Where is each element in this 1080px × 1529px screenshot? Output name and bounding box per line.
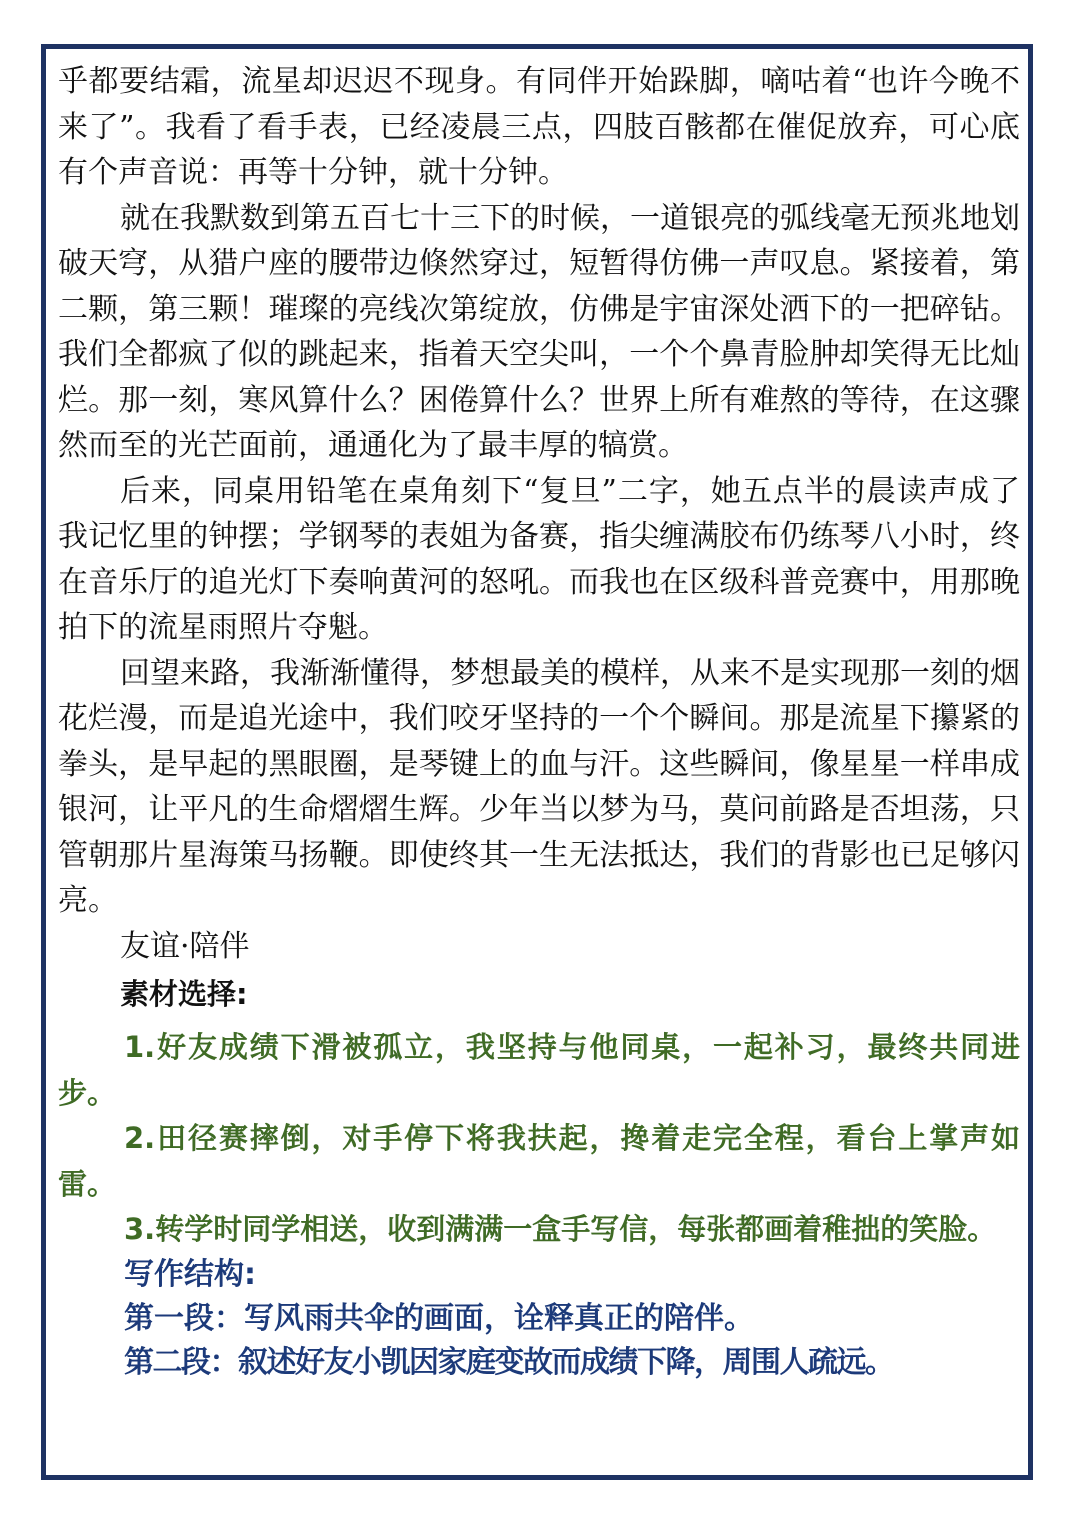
structure-section bbox=[58, 1253, 1020, 1385]
material-item-1: 1.好友成绩下滑被孤立，我坚持与他同桌，一起补习，最终共同进步。 bbox=[58, 1030, 1020, 1110]
structure-line-2: 第二段：叙述好友小凯因家庭变故而成绩下降，周围人疏远。 bbox=[124, 1344, 894, 1380]
essay-paragraph-1: 乎都要结霜，流星却迟迟不现身。有同伴开始跺脚，嘀咕着“也许今晚不来了”。我看了看手表，已经凌晨三点，四肢百骸都在催促放弃，可心底有个声音说：再等十分钟，就十分钟。 bbox=[58, 64, 1020, 190]
material-item-3: 3.转学时同学相送，收到满满一盒手写信，每张都画着稚拙的笑脸。 bbox=[124, 1212, 997, 1246]
structure-line-1: 第一段：写风雨共伞的画面，诠释真正的陪伴。 bbox=[124, 1300, 754, 1336]
material-item-2: 2.田径赛摔倒，对手停下将我扶起，搀着走完全程，看台上掌声如雷。 bbox=[58, 1121, 1020, 1201]
page-frame bbox=[41, 44, 1033, 1480]
structure-heading: 写作结构: bbox=[124, 1256, 256, 1292]
materials-heading: 素材选择: bbox=[120, 977, 248, 1011]
essay-paragraph-2: 就在我默数到第五百七十三下的时候，一道银亮的弧线毫无预兆地划破天穹，从猎户座的腰带边倏然穿过，短暂得仿佛一声叹息。紧接着，第二颗，第三颗！璀璨的亮线次第绽放，仿佛是宇宙深处洒下的一把碎钻。我们全都疯了似的跳起来，指着天空尖叫，一个个鼻青脸肿却笑得无比灿烂。那一刻，寒风算什么？困倦算什么？世界上所有难熬的等待，在这骤然而至的光芒面前，通通化为了最丰厚的犒赏。 bbox=[58, 200, 1020, 463]
essay-paragraph-3: 后来，同桌用铅笔在桌角刻下“复旦”二字，她五点半的晨读声成了我记忆里的钟摆；学钢琴的表姐为备赛，指尖缠满胶布仍练琴八小时，终在音乐厅的追光灯下奏响黄河的怒吼。而我也在区级科普竞赛中，用那晚拍下的流星雨照片夺魁。 bbox=[58, 473, 1020, 645]
materials-list bbox=[58, 1025, 1020, 1253]
essay-paragraph-4: 回望来路，我渐渐懂得，梦想最美的模样，从来不是实现那一刻的烟花烂漫，而是追光途中，我们咬牙坚持的一个个瞬间。那是流星下攥紧的拳头，是早起的黑眼圈，是琴键上的血与汗。这些瞬间，像星星一样串成银河，让平凡的生命熠熠生辉。少年当以梦为马，莫问前路是否坦荡，只管朝那片星海策马扬鞭。即使终其一生无法抵达，我们的背影也已足够闪亮。 bbox=[58, 655, 1020, 918]
document-content bbox=[58, 59, 1020, 1385]
topic-title: 友谊·陪伴 bbox=[120, 928, 250, 964]
